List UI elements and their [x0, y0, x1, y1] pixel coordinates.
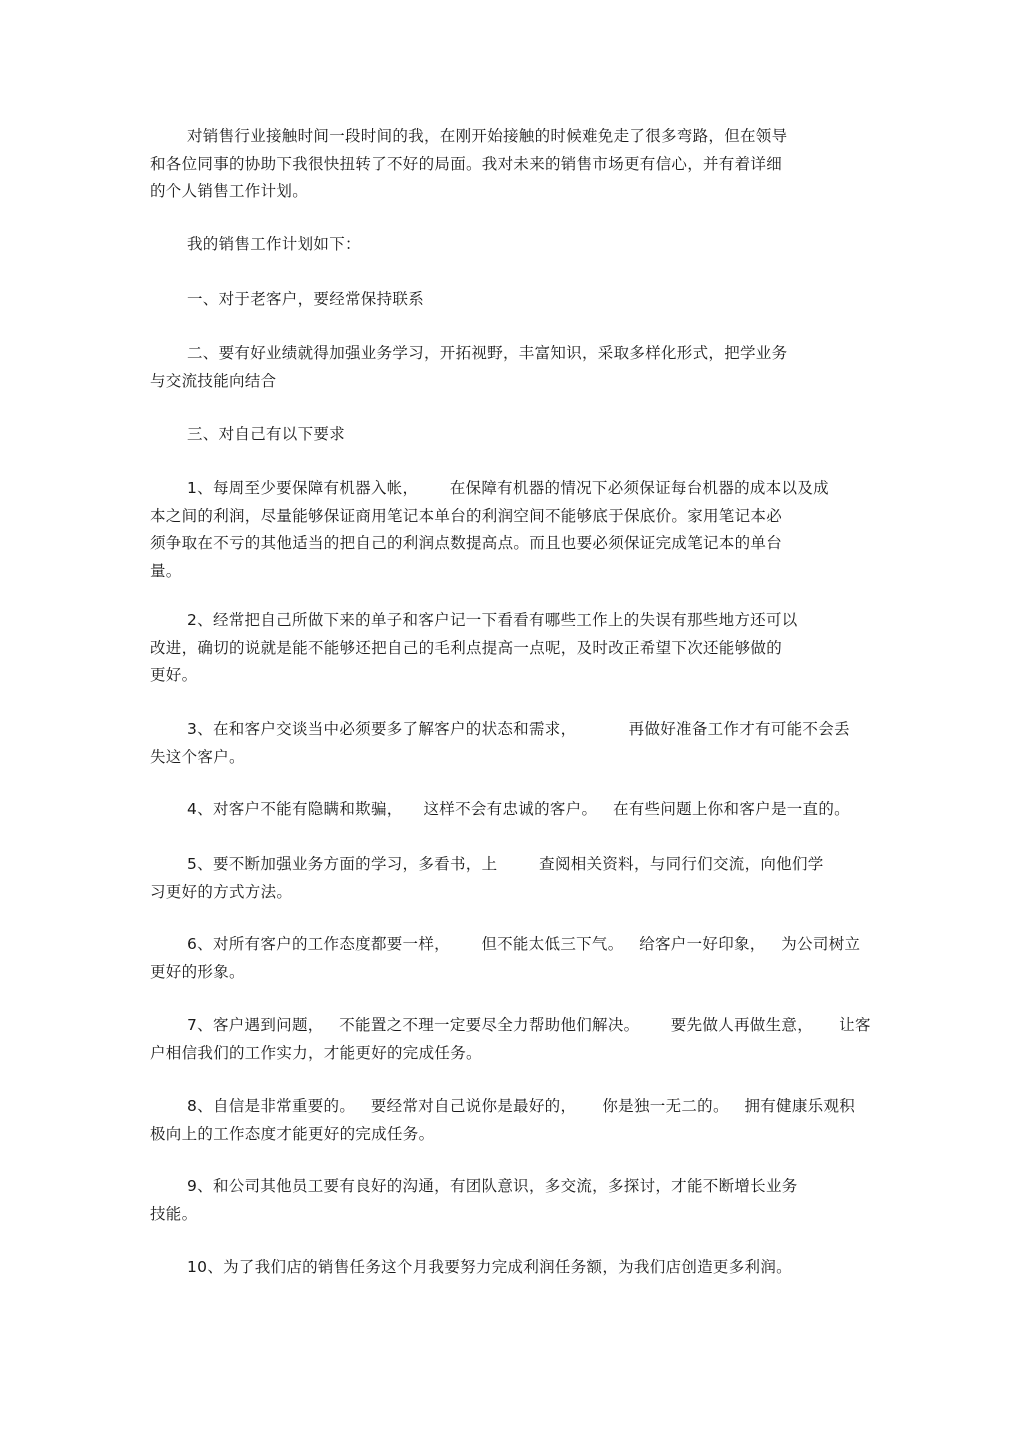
paragraph-item-three: [150, 421, 345, 449]
text-line: 更好。: [150, 666, 198, 684]
text-line: 三、对自己有以下要求: [187, 425, 346, 443]
text-line: 失这个客户。: [150, 747, 245, 766]
text-line: 3、在和客户交谈当中必须要多了解客户的状态和需求， 再做好准备工作才有可能不会丢: [187, 720, 850, 738]
paragraph-requirement-3: [150, 716, 850, 771]
text-line: 须争取在不亏的其他适当的把自己的利润点数提高点。而且也要必须保证完成笔记本的单台: [150, 534, 783, 552]
paragraph-requirement-7: [150, 1012, 871, 1067]
paragraph-requirement-8: [150, 1093, 855, 1148]
text-line: 对销售行业接触时间一段时间的我，在刚开始接触的时候难免走了很多弯路，但在领导: [187, 127, 788, 145]
paragraph-item-one: [150, 286, 424, 314]
paragraph-requirement-4: [150, 796, 850, 824]
text-line: 8、自信是非常重要的。 要经常对自己说你是最好的， 你是独一无二的。 拥有健康乐观积: [187, 1097, 856, 1115]
text-line: 6、对所有客户的工作态度都要一样， 但不能太低三下气。 给客户一好印象， 为公司树立: [187, 935, 861, 953]
text-line: 5、要不断加强业务方面的学习，多看书，上 查阅相关资料，与同行们交流，向他们学: [187, 855, 824, 873]
text-line: 更好的形象。: [150, 962, 245, 981]
paragraph-requirement-1: [150, 475, 829, 585]
text-line: 一、对于老客户，要经常保持联系: [187, 290, 425, 308]
text-line: 我的销售工作计划如下：: [187, 235, 361, 253]
text-line: 1、每周至少要保障有机器入帐， 在保障有机器的情况下必须保证每台机器的成本以及成: [187, 479, 829, 497]
text-line: 习更好的方式方法。: [150, 882, 293, 901]
paragraph-requirement-10: [150, 1254, 792, 1282]
text-line: 和各位同事的协助下我很快扭转了不好的局面。我对未来的销售市场更有信心，并有着详细: [150, 154, 783, 173]
paragraph-requirement-2: [150, 607, 798, 690]
text-line: 4、对客户不能有隐瞒和欺骗， 这样不会有忠诚的客户。 在有些问题上你和客户是一直的。: [187, 800, 850, 818]
paragraph-requirement-5: [150, 851, 824, 906]
text-line: 改进，确切的说就是能不能够还把自己的毛利点提高一点呢，及时改正希望下次还能够做的: [150, 638, 783, 657]
text-line: 9、和公司其他员工要有良好的沟通，有团队意识，多交流，多探讨，才能不断增长业务: [187, 1177, 798, 1195]
paragraph-requirement-9: [150, 1173, 798, 1228]
paragraph-plan-heading: [150, 231, 361, 259]
text-line: 量。: [150, 561, 182, 580]
text-line: 10、为了我们店的销售任务这个月我要努力完成利润任务额，为我们店创造更多利润。: [187, 1258, 792, 1276]
text-line: 7、客户遇到问题， 不能置之不理一定要尽全力帮助他们解决。 要先做人再做生意， 让客: [187, 1016, 871, 1034]
text-line: 与交流技能向结合: [150, 371, 277, 390]
paragraph-requirement-6: [150, 931, 860, 986]
text-line: 本之间的利润，尽量能够保证商用笔记本单台的利润空间不能够底于保底价。家用笔记本必: [150, 506, 783, 525]
text-line: 2、经常把自己所做下来的单子和客户记一下看看有哪些工作上的失误有那些地方还可以: [187, 611, 798, 629]
text-line: 户相信我们的工作实力，才能更好的完成任务。: [150, 1043, 482, 1062]
text-line: 的个人销售工作计划。: [150, 182, 309, 200]
text-line: 极向上的工作态度才能更好的完成任务。: [150, 1124, 435, 1143]
paragraph-intro: [150, 123, 787, 206]
text-line: 二、要有好业绩就得加强业务学习，开拓视野，丰富知识，采取多样化形式，把学业务: [187, 344, 788, 362]
text-line: 技能。: [150, 1204, 198, 1223]
paragraph-item-two: [150, 340, 787, 395]
